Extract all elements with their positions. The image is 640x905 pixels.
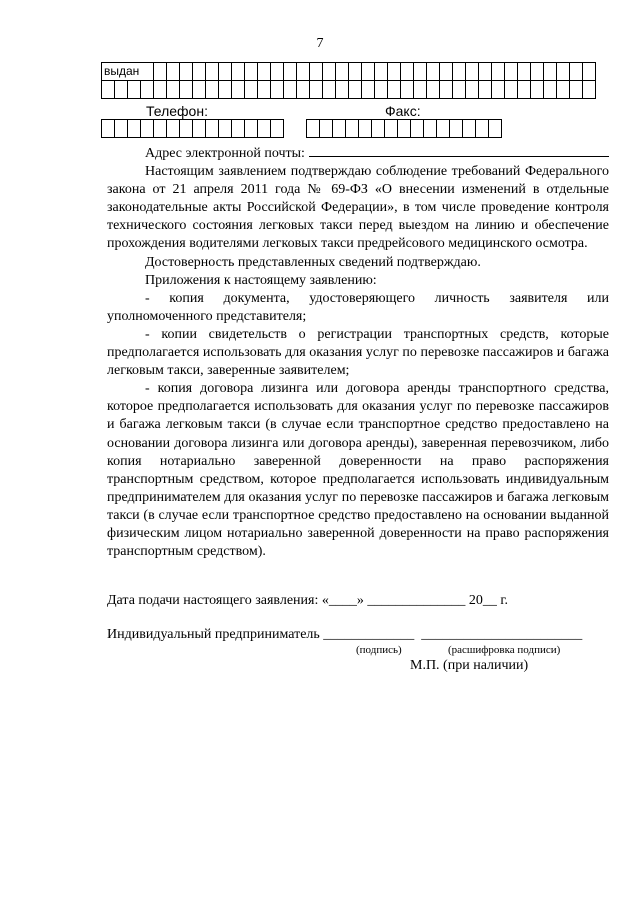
char-cell[interactable] <box>569 62 582 81</box>
char-cell[interactable] <box>309 62 322 81</box>
char-cell[interactable] <box>101 119 114 138</box>
char-cell[interactable] <box>488 119 502 138</box>
date-day-blank[interactable]: ____ <box>328 593 357 608</box>
char-cell[interactable] <box>335 80 348 99</box>
char-cell[interactable] <box>257 119 270 138</box>
email-label: Адрес электронной почты: <box>145 146 305 161</box>
page-number: 7 <box>316 36 324 51</box>
fax-cells[interactable] <box>306 119 502 138</box>
decoding-blank[interactable]: _______________________ <box>421 627 583 642</box>
date-suffix: г. <box>500 593 509 608</box>
signature-blank[interactable]: _____________ <box>323 627 415 642</box>
char-cell[interactable] <box>153 62 166 81</box>
char-cell[interactable] <box>436 119 449 138</box>
email-input-line[interactable] <box>309 142 609 157</box>
char-cell[interactable] <box>205 80 218 99</box>
char-cell[interactable] <box>166 119 179 138</box>
char-cell[interactable] <box>361 80 374 99</box>
char-cell[interactable] <box>582 62 596 81</box>
fax-label: Факс: <box>385 103 421 119</box>
char-cell[interactable] <box>465 62 478 81</box>
char-cell[interactable] <box>374 80 387 99</box>
char-cell[interactable] <box>556 80 569 99</box>
char-cell[interactable] <box>413 62 426 81</box>
char-cell[interactable] <box>179 62 192 81</box>
char-cell[interactable] <box>410 119 423 138</box>
char-cell[interactable] <box>491 80 504 99</box>
char-cell[interactable] <box>306 119 319 138</box>
char-cell[interactable] <box>387 80 400 99</box>
char-cell[interactable] <box>231 119 244 138</box>
email-row <box>107 142 609 163</box>
char-cell[interactable] <box>345 119 358 138</box>
char-cell[interactable] <box>205 119 218 138</box>
char-cell[interactable] <box>426 62 439 81</box>
char-cell[interactable] <box>517 80 530 99</box>
char-cell[interactable] <box>335 62 348 81</box>
stamp-note: М.П. (при наличии) <box>410 658 529 673</box>
char-cell[interactable] <box>348 80 361 99</box>
char-cell[interactable] <box>179 80 192 99</box>
char-cell[interactable] <box>400 62 413 81</box>
phone-label: Телефон: <box>146 103 208 119</box>
char-cell[interactable] <box>218 62 231 81</box>
char-cell[interactable] <box>358 119 371 138</box>
phone-cells[interactable] <box>101 119 284 138</box>
char-cell[interactable] <box>426 80 439 99</box>
char-cell[interactable] <box>384 119 397 138</box>
char-cell[interactable] <box>374 62 387 81</box>
char-cell[interactable] <box>413 80 426 99</box>
char-cell[interactable] <box>192 62 205 81</box>
char-cell[interactable] <box>322 80 335 99</box>
char-cell[interactable] <box>166 62 179 81</box>
char-cell[interactable] <box>423 119 436 138</box>
char-cell[interactable] <box>192 80 205 99</box>
char-cell[interactable] <box>192 119 205 138</box>
attachments-heading: Приложения к настоящему заявлению: <box>145 272 377 288</box>
char-cell[interactable] <box>296 62 309 81</box>
signature-row <box>107 626 609 644</box>
char-cell[interactable] <box>244 119 257 138</box>
char-cell[interactable] <box>348 62 361 81</box>
char-cell[interactable] <box>231 80 244 99</box>
date-mid: » <box>356 593 364 608</box>
date-prefix: Дата подачи настоящего заявления: « <box>107 593 329 608</box>
char-cell[interactable] <box>127 80 140 99</box>
attachment-item-1: - копия документа, удостоверяющего личность заявителя или уполномоченного представителя; <box>107 290 609 324</box>
char-cell[interactable] <box>114 119 127 138</box>
attachment-item-3: - копия договора лизинга или договора аренды транспортного средства, которое предполагается использовать для оказания услуг по перевозке пассажиров и багажа легковым такси (в случае если транспортное средство предоставлено на основании договора лизинга или договора аренды), заверенная перевозчиком, либо копия нотариально заверенной доверенности на право распоряжения транспортным средством, которое предполагается использовать индивидуальным предпринимателем для оказания услуг по перевозке пассажиров и багажа легковым такси (в случае если транспортное средство предоставлено на основании выданной физическим лицом нотариально заверенной доверенности на право распоряжения транспортным средством). <box>107 381 609 560</box>
char-cell[interactable] <box>114 80 127 99</box>
char-cell[interactable] <box>166 80 179 99</box>
date-year-prefix: 20 <box>468 593 483 608</box>
char-cell[interactable] <box>332 119 345 138</box>
char-cell[interactable] <box>140 119 153 138</box>
char-cell[interactable] <box>231 62 244 81</box>
char-cell[interactable] <box>270 62 283 81</box>
issued-by-cells-row-2[interactable] <box>101 80 596 99</box>
char-cell[interactable] <box>218 80 231 99</box>
decoding-caption: (расшифровка подписи) <box>448 644 561 656</box>
char-cell[interactable] <box>218 119 231 138</box>
issued-label: выдан <box>104 64 140 78</box>
char-cell[interactable] <box>449 119 462 138</box>
char-cell[interactable] <box>491 62 504 81</box>
char-cell[interactable] <box>153 80 166 99</box>
application-body <box>107 142 609 561</box>
char-cell[interactable] <box>205 62 218 81</box>
char-cell[interactable] <box>361 62 374 81</box>
signature-caption: (подпись) <box>356 644 402 656</box>
char-cell[interactable] <box>257 62 270 81</box>
char-cell[interactable] <box>452 62 465 81</box>
char-cell[interactable] <box>140 62 153 81</box>
accuracy-paragraph: Достоверность представленных сведений подтверждаю. <box>145 254 481 270</box>
char-cell[interactable] <box>397 119 410 138</box>
char-cell[interactable] <box>569 80 582 99</box>
char-cell[interactable] <box>452 80 465 99</box>
char-cell[interactable] <box>478 80 491 99</box>
char-cell[interactable] <box>582 80 596 99</box>
char-cell[interactable] <box>283 62 296 81</box>
entrepreneur-label: Индивидуальный предприниматель <box>107 627 320 642</box>
char-cell[interactable] <box>462 119 475 138</box>
char-cell[interactable] <box>543 80 556 99</box>
char-cell[interactable] <box>504 80 517 99</box>
char-cell[interactable] <box>556 62 569 81</box>
char-cell[interactable] <box>504 62 517 81</box>
issued-by-cells-row-1[interactable] <box>101 62 596 81</box>
char-cell[interactable] <box>140 80 153 99</box>
char-cell[interactable] <box>530 80 543 99</box>
char-cell[interactable] <box>322 62 335 81</box>
char-cell[interactable] <box>387 62 400 81</box>
char-cell[interactable] <box>257 80 270 99</box>
char-cell[interactable] <box>153 119 166 138</box>
submission-date-row <box>107 592 609 610</box>
char-cell[interactable] <box>475 119 488 138</box>
char-cell[interactable] <box>270 119 284 138</box>
char-cell[interactable] <box>530 62 543 81</box>
char-cell[interactable] <box>283 80 296 99</box>
date-year-blank[interactable]: __ <box>482 593 497 608</box>
char-cell[interactable] <box>371 119 384 138</box>
char-cell[interactable] <box>244 80 257 99</box>
char-cell[interactable] <box>296 80 309 99</box>
char-cell[interactable] <box>400 80 413 99</box>
char-cell[interactable] <box>465 80 478 99</box>
char-cell[interactable] <box>439 62 452 81</box>
char-cell[interactable] <box>439 80 452 99</box>
char-cell[interactable] <box>244 62 257 81</box>
char-cell[interactable] <box>127 119 140 138</box>
attachment-item-2: - копии свидетельств о регистрации транспортных средств, которые предполагается использовать для оказания услуг по перевозке пассажиров и багажа легковым такси, заверенные заявителем; <box>107 326 609 379</box>
char-cell[interactable] <box>478 62 491 81</box>
char-cell[interactable] <box>101 80 114 99</box>
char-cell[interactable] <box>309 80 322 99</box>
confirmation-paragraph: Настоящим заявлением подтверждаю соблюдение требований Федерального закона от 21 апреля 2011 года № 69-ФЗ «О внесении изменений в отдельные законодательные акты Российской Федерации», в том числе проведение контроля технического состояния легковых такси перед выездом на линию и обеспечение прохождения водителями легковых такси предрейсового медицинского осмотра. <box>107 164 609 252</box>
char-cell[interactable] <box>319 119 332 138</box>
char-cell[interactable] <box>543 62 556 81</box>
char-cell[interactable] <box>270 80 283 99</box>
char-cell[interactable] <box>517 62 530 81</box>
date-month-blank[interactable]: ______________ <box>367 593 466 608</box>
char-cell[interactable] <box>179 119 192 138</box>
